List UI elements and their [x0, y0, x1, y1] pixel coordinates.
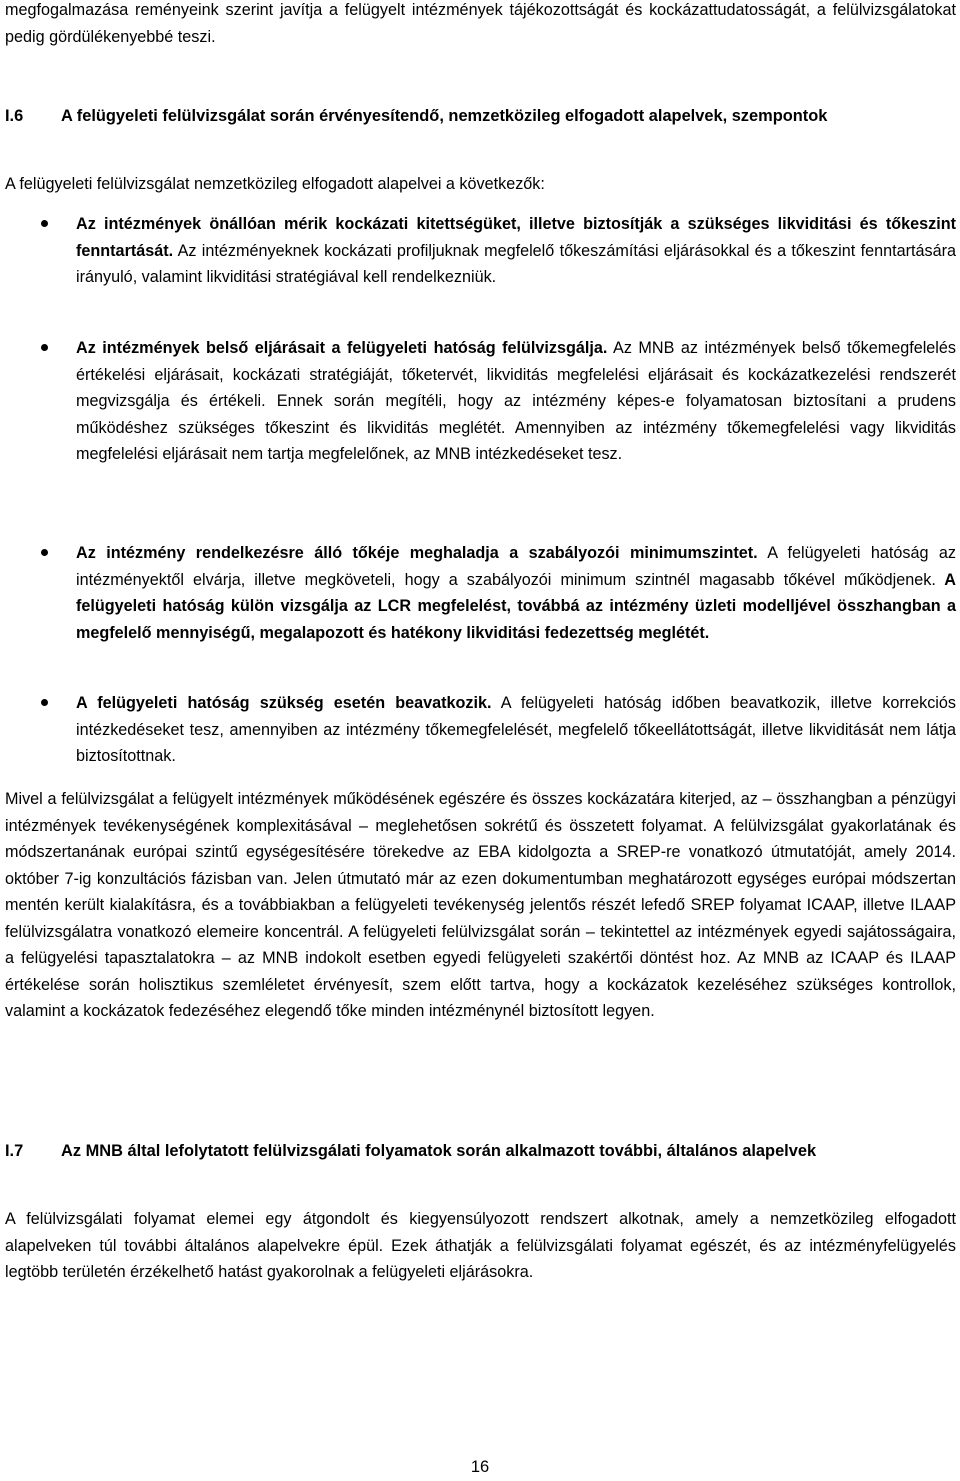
- section-title: A felügyeleti felülvizsgálat során érvényesítendő, nemzetközileg elfogadott alapelvek, szempontok: [61, 107, 828, 125]
- bullet-lead: Az intézmények belső eljárásait a felügyeleti hatóság felülvizsgálja.: [76, 339, 608, 357]
- bullet-icon: [41, 699, 48, 706]
- list-item: [76, 540, 956, 646]
- bullet-text: A felügyeleti hatóság az intézményektől elvárja, illetve megköveteli, hogy a szabályozói minimum szintnél magasabb tőkével működjenek.: [76, 544, 956, 589]
- list-item: [76, 211, 956, 291]
- section-number: I.7: [5, 1142, 24, 1160]
- bullet-icon: [41, 549, 48, 556]
- list-item: [76, 335, 956, 468]
- section-body: A felülvizsgálati folyamat elemei egy átgondolt és kiegyensúlyozott rendszert alkotnak, amely a nemzetközileg elfogadott alapelveken túl további általános alapelvekre épül. Ezek áthatják a felülvizsgálati folyamat egészét, és az intézményfelügyelés legtöbb területén érzékelhető hatást gyakorolnak a felügyeleti eljárásokra.: [5, 1210, 956, 1281]
- section-title: Az MNB által lefolytatott felülvizsgálati folyamatok során alkalmazott további, általános alapelvek: [61, 1142, 817, 1160]
- section-heading-1-6: [5, 103, 956, 130]
- bullet-emphasis: A felügyeleti hatóság külön vizsgálja az LCR megfelelést, továbbá az intézmény üzleti modelljével összhangban a megfelelő mennyiségű, megalapozott és hatékony likviditási fedezettség meglétét.: [76, 570, 956, 642]
- section-number: I.6: [5, 107, 24, 125]
- closing-paragraph: Mivel a felülvizsgálat a felügyelt intézmények működésének egészére és összes kockázatára kiterjed, az – összhangban a pénzügyi intézmények tevékenységének komplexitásával – meglehetősen sokrétű és összetett folyamat. A felülvizsgálat gyakorlatának és módszertanának európai szintű egységesítésére törekedve az EBA kidolgozta a SREP-re vonatkozó útmutatóját, amely 2014. október 7-ig konzultációs fázisban van. Jelen útmutató már az ezen dokumentumban meghatározott egységes európai módszertan mentén került kialakításra, és a továbbiakban a felügyeleti tevékenység jelentős részét lefedő SREP folyamat ICAAP, illetve ILAAP felülvizsgálatra vonatkozó elemeire koncentrál. A felügyeleti felülvizsgálat során – tekintettel az intézmények egyedi sajátosságaira, a felügyelési tapasztalatokra – az MNB indokolt esetben egyedi felügyeleti szakértői döntést hoz. Az MNB az ICAAP és ILAAP értékelése során holisztikus szemléletet érvényesít, szem előtt tartva, hogy a kockázatok kezeléséhez szükséges kontrollok, valamint a kockázatok fedezéséhez elegendő tőke minden intézménynél biztosított legyen.: [5, 790, 956, 1020]
- bullet-lead: Az intézmények önállóan mérik kockázati kitettségüket, illetve biztosítják a szükséges likviditási és tőkeszint fenntartását.: [76, 215, 956, 260]
- top-paragraph: megfogalmazása reményeink szerint javítja a felügyelt intézmények tájékozottságát és kockázattudatosságát, a felülvizsgálatokat pedig gördülékenyebbé teszi.: [5, 1, 956, 46]
- bullet-icon: [41, 220, 48, 227]
- section-intro: A felügyeleti felülvizsgálat nemzetközileg elfogadott alapelvei a következők:: [5, 175, 545, 193]
- list-item: [76, 690, 956, 770]
- bullet-lead: Az intézmény rendelkezésre álló tőkéje meghaladja a szabályozói minimumszintet.: [76, 544, 758, 562]
- page-number: 16: [470, 1458, 490, 1476]
- bullet-text: Az intézményeknek kockázati profiljuknak megfelelő tőkeszámítási eljárásokkal és a tőkeszint fenntartására irányuló, valamint likviditási stratégiával kell rendelkezniük.: [76, 241, 956, 286]
- bullet-icon: [41, 344, 48, 351]
- bullet-lead: A felügyeleti hatóság szükség esetén beavatkozik.: [76, 694, 492, 712]
- bullet-text: Az MNB az intézmények belső tőkemegfelelés értékelési eljárásait, kockázati stratégiáját, tőketervét, likviditás megfelelési eljárásait és kockázatkezelési rendszerét megvizsgálja és értékeli. Ennek során megítéli, hogy az intézmény képes-e folyamatosan biztosítani a prudens működéshez szükséges tőkeszint és likviditás meglétét. Amennyiben az intézmény tőkemegfelelési vagy likviditás megfelelési eljárásait nem tartja megfelelőnek, az MNB intézkedéseket tesz.: [76, 339, 956, 463]
- bullet-text: A felügyeleti hatóság időben beavatkozik, illetve korrekciós intézkedéseket tesz, amennyiben az intézmény tőkemegfelelését, megfelelő tőkeellátottságát, illetve likviditását nem látja biztosítottnak.: [76, 694, 956, 765]
- section-heading-1-7: [5, 1138, 956, 1165]
